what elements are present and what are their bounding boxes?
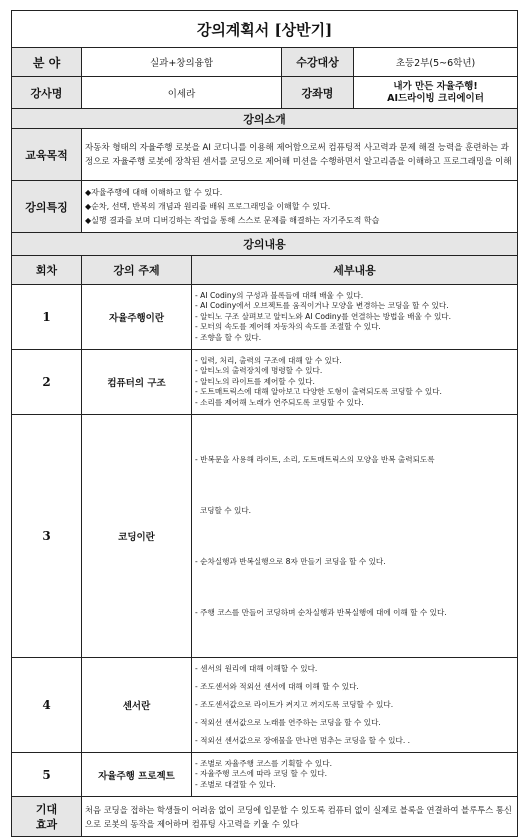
- lecture-plan-sheet: [11, 10, 517, 837]
- detail-line: 코딩할 수 있다.: [195, 506, 252, 515]
- info-row-instructor: [12, 77, 518, 109]
- content-header-row: [12, 256, 518, 285]
- effect-text: 처음 코딩을 접하는 학생들이 어려움 없이 코딩에 입문할 수 있도록 컴퓨터 없이 실제로 블록을 연결하여 블루투스 통신으로 로봇의 동작을 제어하며 컴퓨팅 사고력을 키울 수 있다: [82, 797, 518, 837]
- session-number: 1: [12, 285, 82, 350]
- session-topic: 센서란: [82, 658, 192, 753]
- col-detail-header: 세부내용: [192, 256, 518, 285]
- course-value: [354, 77, 518, 109]
- lecture-plan-table: [11, 10, 518, 837]
- field-label: 분 야: [12, 48, 82, 77]
- session-number: 5: [12, 753, 82, 797]
- col-topic-header: 강의 주제: [82, 256, 192, 285]
- session-topic: 컴퓨터의 구조: [82, 350, 192, 415]
- detail-line: - 조향을 할 수 있다.: [195, 332, 262, 342]
- detail-line: - 소리를 제어해 노래가 연주되도록 코딩할 수 있다.: [195, 397, 364, 407]
- table-row: [12, 753, 518, 797]
- detail-line: - AI Codiny의 구성과 블록들에 대해 배울 수 있다.: [195, 290, 364, 300]
- session-details: [192, 415, 518, 658]
- effect-row: [12, 797, 518, 837]
- target-value: 초등2부(5~6학년): [354, 48, 518, 77]
- col-session-header: 회차: [12, 256, 82, 285]
- detail-line: - 반복문을 사용해 라이트, 소리, 도트매트릭스의 모양을 반복 출력되도록: [195, 455, 435, 464]
- detail-line: - 조별로 대결할 수 있다.: [195, 779, 276, 789]
- session-topic: 코딩이란: [82, 415, 192, 658]
- goal-row: [12, 129, 518, 181]
- session-topic: 자율주행이란: [82, 285, 192, 350]
- detail-line: - AI Codiny에서 오브젝트를 움직이거나 모양을 변경하는 코딩을 할 수 있다.: [195, 301, 449, 311]
- detail-line: - 조도센서와 적외선 센서에 대해 이해 할 수 있다.: [195, 682, 359, 691]
- feature-label: 강의특징: [12, 181, 82, 233]
- goal-label: 교육목적: [12, 129, 82, 181]
- detail-line: - 알티노의 라이트를 제어할 수 있다.: [195, 376, 315, 386]
- goal-text: 자동차 형태의 자율주행 로봇을 AI 코디니를 이용해 제어함으로써 컴퓨팅적 사고력과 문제 해결 능력을 훈련하는 과정으로 자율주행 로봇에 장착된 센서를 코딩으로 제어해 미션을 수행하면서 알고리즘을 이해하고 프로그래밍을 이해: [82, 129, 518, 181]
- detail-line: - 입력, 처리, 출력의 구조에 대해 알 수 있다.: [195, 355, 342, 365]
- session-details: [192, 285, 518, 350]
- detail-line: - 모터의 속도를 제어해 자동차의 속도를 조절할 수 있다.: [195, 322, 381, 332]
- detail-line: - 자율주행 코스에 따라 코딩 할 수 있다.: [195, 769, 328, 779]
- session-details: [192, 350, 518, 415]
- feature-item: ◆순차, 선택, 반복의 개념과 원리를 배워 프로그래밍을 이해할 수 있다.: [85, 201, 331, 211]
- detail-line: - 적외선 센서값으로 장애물을 만나면 멈추는 코딩을 할 수 있다. .: [195, 736, 411, 745]
- course-value-line2: AI드라이빙 크리에이터: [387, 92, 484, 104]
- content-section-title: 강의내용: [12, 233, 518, 256]
- session-topic: 자율주행 프로젝트: [82, 753, 192, 797]
- intro-section-row: [12, 109, 518, 129]
- session-details: [192, 658, 518, 753]
- session-number: 4: [12, 658, 82, 753]
- target-label: 수강대상: [282, 48, 354, 77]
- course-label: 강좌명: [282, 77, 354, 109]
- page-title: 강의계획서 [상반기]: [12, 11, 518, 48]
- feature-list: [82, 181, 518, 233]
- effect-label-line2: 효과: [35, 817, 58, 831]
- feature-item: ◆자율주행에 대해 이해하고 할 수 있다.: [85, 187, 223, 197]
- instructor-label: 강사명: [12, 77, 82, 109]
- detail-line: - 도트매트릭스에 대해 알아보고 다양한 도형이 출력되도록 코딩할 수 있다.: [195, 387, 442, 397]
- course-value-line1: 내가 만든 자율주행!: [393, 80, 478, 92]
- session-number: 2: [12, 350, 82, 415]
- effect-label: [12, 797, 82, 837]
- detail-line: - 조별로 자율주행 코스를 기획할 수 있다.: [195, 758, 333, 768]
- intro-section-title: 강의소개: [12, 109, 518, 129]
- session-details: [192, 753, 518, 797]
- table-row: [12, 285, 518, 350]
- detail-line: - 적외선 센서값으로 노래를 연주하는 코딩을 할 수 있다.: [195, 718, 381, 727]
- detail-line: - 조도센서값으로 라이트가 켜지고 꺼지도록 코딩할 수 있다.: [195, 700, 394, 709]
- table-row: [12, 350, 518, 415]
- detail-line: - 알티노의 출력장치에 명령할 수 있다.: [195, 366, 323, 376]
- detail-line: - 알티노 구조 살펴보고 알티노와 AI Codiny를 연결하는 방법을 배울 수 있다.: [195, 311, 452, 321]
- instructor-value: 이세라: [82, 77, 282, 109]
- table-row: [12, 415, 518, 658]
- session-number: 3: [12, 415, 82, 658]
- feature-row: [12, 181, 518, 233]
- effect-label-line1: 기대: [35, 802, 58, 816]
- table-row: [12, 658, 518, 753]
- field-value: 실과+창의융합: [82, 48, 282, 77]
- detail-line: - 센서의 원리에 대해 이해할 수 있다.: [195, 664, 318, 673]
- detail-line: - 순차실행과 반복실행으로 8자 만들기 코딩을 할 수 있다.: [195, 557, 386, 566]
- detail-line: - 주행 코스를 만들어 코딩하며 순차실행과 반복실행에 대에 이해 할 수 있다.: [195, 608, 447, 617]
- info-row-field: [12, 48, 518, 77]
- feature-item: ◆실행 결과를 보며 디버깅하는 작업을 통해 스스로 문제를 해결하는 자기주도적 학습: [85, 215, 380, 225]
- title-row: [12, 11, 518, 48]
- content-section-row: [12, 233, 518, 256]
